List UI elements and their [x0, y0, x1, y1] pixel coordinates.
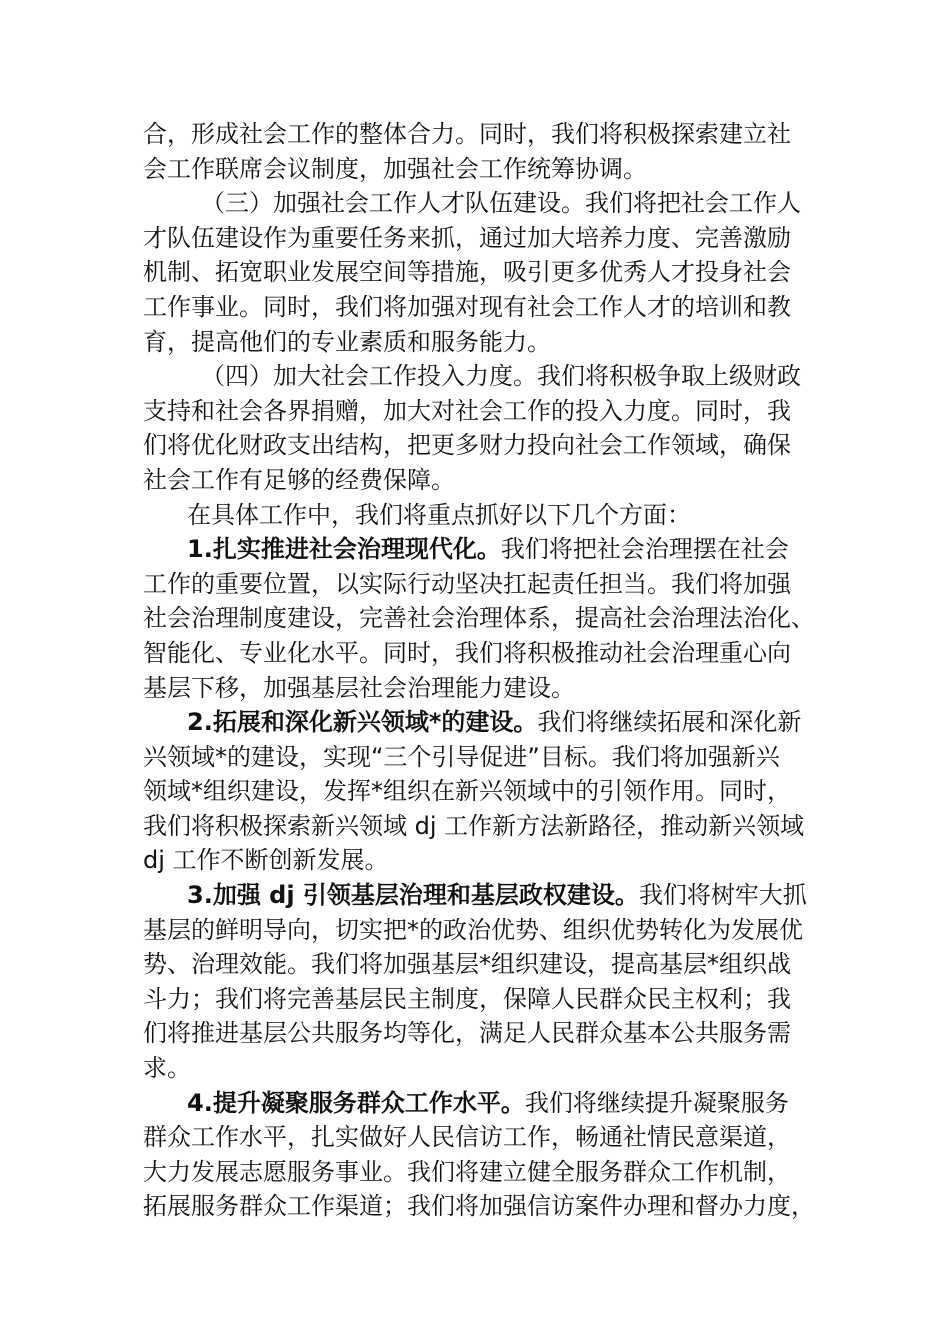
- text-line: 合，形成社会工作的整体合力。同时，我们将积极探索建立社: [143, 120, 791, 148]
- item-three-text: 我们将树牢大抓: [638, 881, 807, 910]
- item-two-title: 2.拓展和深化新兴领域*的建设。: [187, 708, 538, 737]
- text-line: 领域*组织建设，发挥*组织在新兴领域中的引领作用。同时，: [143, 777, 791, 806]
- item-two-text: 我们将继续拓展和深化新: [537, 708, 802, 737]
- item-three-title: 3.加强 dj 引领基层治理和基层政权建设。: [187, 881, 639, 910]
- text-line: dj 工作不断创新发展。: [143, 846, 389, 875]
- item-four-title: 4.提升凝聚服务群众工作水平。: [187, 1088, 525, 1117]
- section-four-heading-line: （四）加大社会工作投入力度。我们将积极争取上级财政: [201, 362, 801, 391]
- text-line: 势、治理效能。我们将加强基层*组织建设，提高基层*组织战: [143, 950, 791, 979]
- text-line: 拓展服务群众工作渠道；我们将加强信访案件办理和督办力度，: [143, 1192, 815, 1221]
- item-one-heading-line: [143, 532, 823, 567]
- text-line: 基层下移，加强基层社会治理能力建设。: [143, 673, 575, 702]
- text-line: 斗力；我们将完善基层民主制度，保障人民群众民主权利；我: [143, 984, 791, 1013]
- text-line: 工作的重要位置，以实际行动坚决扛起责任担当。我们将加强: [143, 569, 791, 598]
- text-line: 支持和社会各界捐赠，加大对社会工作的投入力度。同时，我: [143, 396, 791, 425]
- item-two-heading-line: [143, 705, 823, 740]
- text-line: 们将优化财政支出结构，把更多财力投向社会工作领域，确保: [143, 431, 791, 460]
- text-line: 机制、拓宽职业发展空间等措施，吸引更多优秀人才投身社会: [143, 258, 791, 287]
- item-one-text: 我们将把社会治理摆在社会: [500, 535, 789, 564]
- text-line: 我们将积极探索新兴领域 dj 工作新方法新路径，推动新兴领域: [143, 811, 805, 840]
- text-line: 育，提高他们的专业素质和服务能力。: [143, 327, 551, 356]
- text-line: 大力发展志愿服务事业。我们将建立健全服务群众工作机制，: [143, 1157, 791, 1186]
- text-line: 社会工作有足够的经费保障。: [143, 465, 455, 494]
- text-line: 基层的鲜明导向，切实把*的政治优势、组织优势转化为发展优: [143, 915, 803, 944]
- text-line: 工作事业。同时，我们将加强对现有社会工作人才的培训和教: [143, 292, 791, 321]
- item-one-title: 1.扎实推进社会治理现代化。: [187, 535, 501, 564]
- item-four-heading-line: [143, 1086, 823, 1121]
- text-line: 们将推进基层公共服务均等化，满足人民群众基本公共服务需: [143, 1019, 791, 1048]
- intro-line: 在具体工作中，我们将重点抓好以下几个方面：: [187, 500, 691, 529]
- document-body: [143, 117, 823, 1224]
- text-line: 兴领域*的建设，实现“三个引导促进”目标。我们将加强新兴: [143, 742, 780, 771]
- text-line: 社会治理制度建设，完善社会治理体系，提高社会治理法治化、: [143, 604, 815, 633]
- text-line: 智能化、专业化水平。同时，我们将积极推动社会治理重心向: [143, 638, 791, 667]
- text-line: 求。: [143, 1054, 191, 1083]
- item-four-text: 我们将继续提升凝聚服务: [524, 1088, 789, 1117]
- text-line: 才队伍建设作为重要任务来抓，通过加大培养力度、完善激励: [143, 223, 791, 252]
- item-three-heading-line: [143, 878, 823, 913]
- text-line: 群众工作水平，扎实做好人民信访工作，畅通社情民意渠道，: [143, 1123, 791, 1152]
- text-line: 会工作联席会议制度，加强社会工作统筹协调。: [143, 154, 647, 183]
- section-three-heading-line: （三）加强社会工作人才队伍建设。我们将把社会工作人: [201, 189, 801, 218]
